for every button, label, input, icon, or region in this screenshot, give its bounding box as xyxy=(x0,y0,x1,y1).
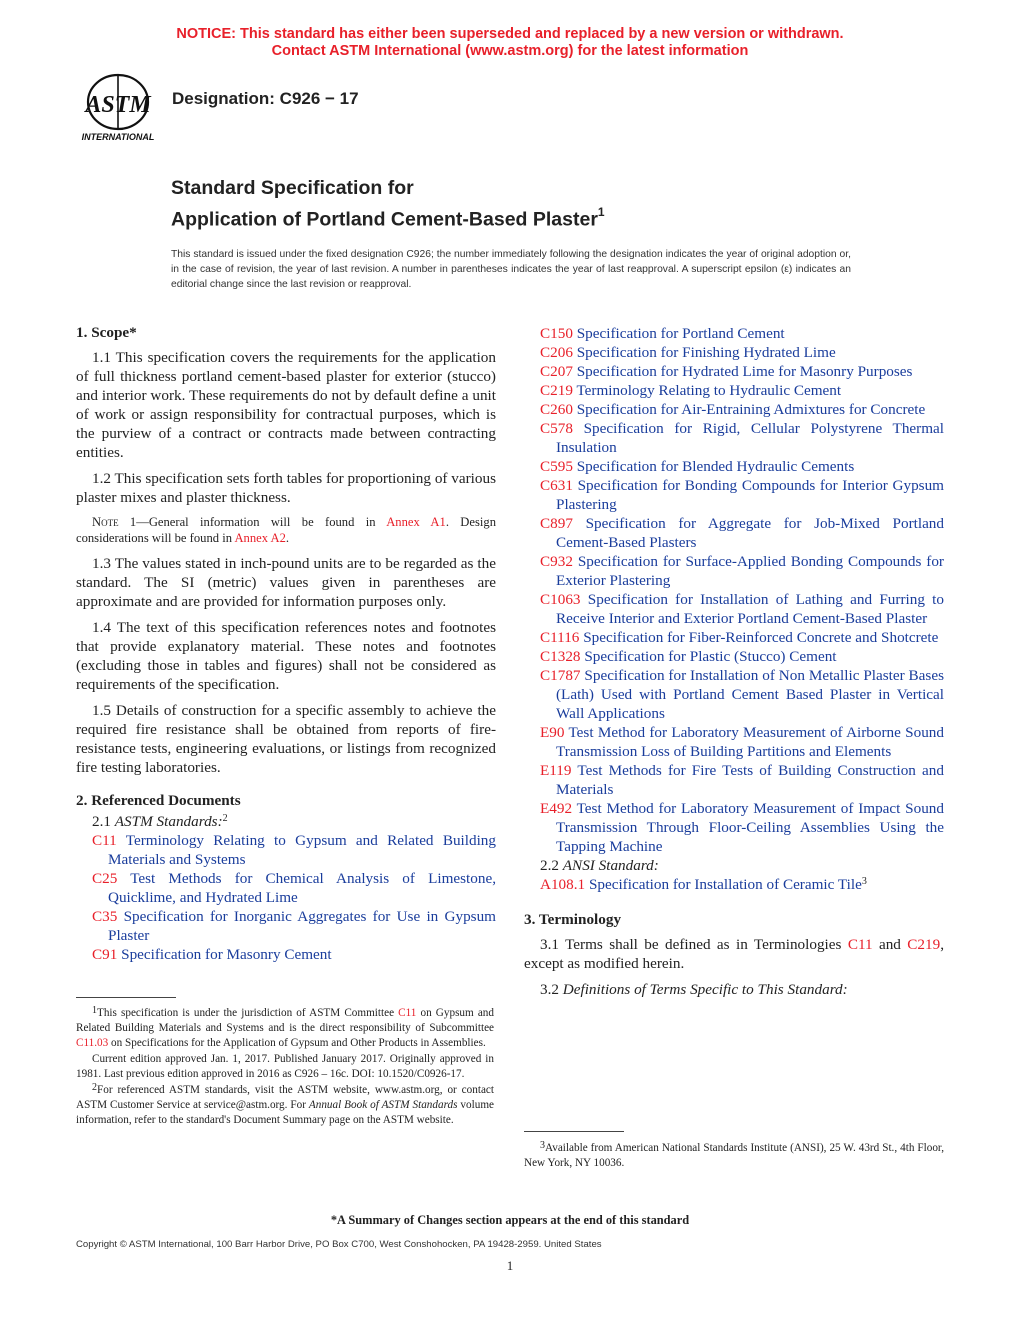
reference-c1328[interactable] xyxy=(524,647,944,666)
left-column xyxy=(76,323,496,964)
reference-title[interactable]: Specification for Fiber-Reinforced Concrete and Shotcrete xyxy=(583,629,939,646)
section-heading-terminology: 3. Terminology xyxy=(524,911,622,928)
footnotes-left xyxy=(76,1006,494,1129)
page-number: 1 xyxy=(506,1258,514,1273)
reference-title[interactable]: Specification for Blended Hydraulic Cements xyxy=(576,458,855,475)
right-column xyxy=(524,324,944,1006)
reference-e492[interactable] xyxy=(524,799,944,856)
reference-code[interactable]: E119 xyxy=(540,762,572,779)
paragraph-1-1: 1.1 This specification covers the requirements for the application of full thickness portland cement-based plaster for exterior (stucco) and interior work. These requirements do not by default define a unit of work or assign responsibility for contractual purposes, which is the purview of a contract or contracts made between contracting entities. xyxy=(76,349,496,461)
paragraph-1-5: 1.5 Details of construction for a specific assembly to achieve the required fire resistance shall be obtained from reports of fire-resistance tests, engineering evaluations, or listings from recognized fire testing laboratories. xyxy=(76,702,496,776)
reference-c897[interactable] xyxy=(524,514,944,552)
left-reference-list xyxy=(76,831,496,964)
reference-code[interactable]: E492 xyxy=(540,800,573,817)
reference-c35[interactable] xyxy=(76,907,496,945)
footnote-rule-left xyxy=(76,997,176,998)
right-reference-list xyxy=(524,324,944,856)
reference-c932[interactable] xyxy=(524,552,944,590)
reference-c1787[interactable] xyxy=(524,666,944,723)
summary-of-changes-note: *A Summary of Changes section appears at the end of this standard xyxy=(330,1213,690,1227)
reference-title[interactable]: Specification for Surface-Applied Bonding Compounds for Exterior Plastering xyxy=(556,553,944,589)
title-line-1: Standard Specification for xyxy=(171,177,414,199)
issuance-statement: This standard is issued under the fixed designation C926; the number immediately following the designation indicates the year of original adoption or, in the case of revision, the year of last revision. A number in parentheses indicates the year of last reapproval. A superscript epsilon (ε) indicates an editorial change since the last revision or reapproval. xyxy=(171,249,851,290)
title-line-2: Application of Portland Cement-Based Plaster$^1$ xyxy=(171,205,605,231)
reference-title[interactable]: Specification for Installation of Lathing and Furring to Receive Interior and Exterior Portland Cement-Based Plaster xyxy=(556,591,944,627)
section-heading-referenced: 2. Referenced Documents xyxy=(76,792,241,809)
reference-title[interactable]: Specification for Installation of Non Metallic Plaster Bases (Lath) Used with Portland Cement Based Plaster in Vertical Wall Applications xyxy=(556,667,944,722)
reference-code[interactable]: E90 xyxy=(540,724,565,741)
reference-c578[interactable] xyxy=(524,419,944,457)
reference-title[interactable]: Test Methods for Chemical Analysis of Limestone, Quicklime, and Hydrated Lime xyxy=(108,870,496,906)
paragraph-1-3: 1.3 The values stated in inch-pound units are to be regarded as the standard. The SI (metric) values given in parentheses are approximate and are provided for information purposes only. xyxy=(76,555,496,610)
title-footnote-ref[interactable]: 1 xyxy=(597,205,605,219)
reference-code[interactable]: C897 xyxy=(540,515,573,532)
reference-code[interactable]: C1063 xyxy=(540,591,581,608)
reference-c260[interactable] xyxy=(524,400,944,419)
reference-c206[interactable] xyxy=(524,343,944,362)
reference-title[interactable]: Terminology Relating to Gypsum and Related Building Materials and Systems xyxy=(108,832,496,868)
footnote-rule-right xyxy=(524,1131,624,1132)
annex-a2-link[interactable]: Annex A2 xyxy=(234,531,286,545)
reference-c595[interactable] xyxy=(524,457,944,476)
reference-code[interactable]: C932 xyxy=(540,553,573,570)
reference-code[interactable]: C631 xyxy=(540,477,573,494)
c11-link[interactable]: C11 xyxy=(847,936,873,953)
footnote-3: 3Available from American National Standards Institute (ANSI), 25 W. 43rd St., 4th Floor, New York, NY 10036. xyxy=(524,1140,944,1169)
reference-c207[interactable] xyxy=(524,362,944,381)
reference-c1063[interactable] xyxy=(524,590,944,628)
subcommittee-c11-03-link[interactable]: C11.03 xyxy=(76,1037,109,1049)
reference-e90[interactable] xyxy=(524,723,944,761)
reference-title[interactable]: Specification for Plastic (Stucco) Cement xyxy=(584,648,837,665)
document-title xyxy=(171,175,605,233)
reference-code[interactable]: C206 xyxy=(540,344,573,361)
astm-logo xyxy=(76,72,160,144)
astm-standards-label: 2.1 ASTM Standards:$^2$ xyxy=(92,813,228,830)
reference-title[interactable]: Test Method for Laboratory Measurement of Airborne Sound Transmission Loss of Building Partitions and Elements xyxy=(556,724,944,760)
reference-code[interactable]: C35 xyxy=(92,908,118,925)
reference-title[interactable]: Test Methods for Fire Tests of Building Construction and Materials xyxy=(556,762,944,798)
reference-title[interactable]: Specification for Inorganic Aggregates for Use in Gypsum Plaster xyxy=(108,908,496,944)
reference-code[interactable]: C25 xyxy=(92,870,118,887)
reference-e119[interactable] xyxy=(524,761,944,799)
logo-mark: ASTM xyxy=(85,92,151,118)
reference-code[interactable]: C11 xyxy=(92,832,117,849)
footnote-1-edition: Current edition approved Jan. 1, 2017. Published January 2017. Originally approved in 1981. Last previous edition approved in 2016 as C926 – 16c. DOI: 10.1520/C0926-17. xyxy=(76,1053,494,1080)
reference-title[interactable]: Specification for Bonding Compounds for Interior Gypsum Plastering xyxy=(556,477,945,513)
reference-code[interactable]: C150 xyxy=(540,325,573,342)
committee-c11-link[interactable]: C11 xyxy=(398,1007,417,1019)
reference-code[interactable]: C207 xyxy=(540,363,573,380)
ansi-standard-label: 2.2 ANSI Standard: xyxy=(540,857,659,874)
reference-code[interactable]: C260 xyxy=(540,401,573,418)
reference-title[interactable]: Specification for Air-Entraining Admixtures for Concrete xyxy=(576,401,926,418)
footnote-2: 2For referenced ASTM standards, visit the ASTM website, www.astm.org, or contact ASTM Customer Service at service@astm.org. For Annual Book of ASTM Standards volume information, refer to the standard's Document Summary page on the ASTM website. xyxy=(76,1082,494,1126)
reference-code[interactable]: C91 xyxy=(92,946,118,963)
supersede-notice xyxy=(0,26,1020,60)
reference-c631[interactable] xyxy=(524,476,944,514)
reference-title[interactable]: Test Method for Laboratory Measurement of Impact Sound Transmission Through Floor-Ceiling Assemblies Using the Tapping Machine xyxy=(556,800,944,855)
reference-title[interactable]: Specification for Portland Cement xyxy=(576,325,785,342)
copyright-line: Copyright © ASTM International, 100 Barr Harbor Drive, PO Box C700, West Conshohocken, PA 19428-2959. United States xyxy=(76,1239,602,1250)
reference-c25[interactable] xyxy=(76,869,496,907)
paragraph-1-4: 1.4 The text of this specification references notes and footnotes that provide explanatory material. These notes and footnotes (excluding those in tables and figures) shall not be considered as requirements of the specification. xyxy=(76,619,496,693)
reference-title[interactable]: Terminology Relating to Hydraulic Cement xyxy=(576,382,842,399)
reference-title[interactable]: Specification for Rigid, Cellular Polystyrene Thermal Insulation xyxy=(556,420,944,456)
designation: Designation: C926 − 17 xyxy=(172,89,359,108)
reference-c91[interactable] xyxy=(76,945,496,964)
reference-code[interactable]: C595 xyxy=(540,458,573,475)
annex-a1-link[interactable]: Annex A1 xyxy=(386,515,446,529)
note-1: Note 1—General information will be found in Annex A1. Design considerations will be found in Annex A2. xyxy=(76,515,496,545)
paragraph-3-1: 3.1 Terms shall be defined as in Terminologies C11 and C219, except as modified herein. xyxy=(524,936,944,972)
reference-code[interactable]: C1116 xyxy=(540,629,580,646)
footnotes-right xyxy=(524,1141,944,1172)
c219-link[interactable]: C219 xyxy=(907,936,941,953)
reference-code[interactable]: C578 xyxy=(540,420,573,437)
reference-ansi-a108-1[interactable]: A108.1 Specification for Installation of Ceramic Tile$^3$ xyxy=(540,876,867,893)
reference-c11[interactable] xyxy=(76,831,496,869)
reference-title[interactable]: Specification for Finishing Hydrated Lime xyxy=(576,344,836,361)
section-heading-scope: 1. Scope* xyxy=(76,324,137,341)
logo-org: INTERNATIONAL xyxy=(81,132,155,142)
reference-title[interactable]: Specification for Hydrated Lime for Masonry Purposes xyxy=(576,363,913,380)
reference-title[interactable]: Specification for Aggregate for Job-Mixed Portland Cement-Based Plasters xyxy=(556,515,944,551)
reference-c1116[interactable] xyxy=(524,628,944,647)
paragraph-3-2: 3.2 Definitions of Terms Specific to This Standard: xyxy=(540,981,848,998)
reference-code[interactable]: C1787 xyxy=(540,667,581,684)
footnote-1: 1This specification is under the jurisdiction of ASTM Committee C11 on Gypsum and Related Building Materials and Systems and is the direct responsibility of Subcommittee C11.03 on Specifications for the Application of Gypsum and Other Products in Assemblies. xyxy=(76,1005,494,1049)
reference-title[interactable]: Specification for Masonry Cement xyxy=(121,946,332,963)
reference-c219[interactable] xyxy=(524,381,944,400)
notice-line-1: NOTICE: This standard has either been superseded and replaced by a new version or withdrawn. xyxy=(176,26,844,42)
reference-c150[interactable] xyxy=(524,324,944,343)
reference-code[interactable]: C1328 xyxy=(540,648,581,665)
paragraph-1-2: 1.2 This specification sets forth tables for proportioning of various plaster mixes and plaster thickness. xyxy=(76,470,496,506)
reference-code[interactable]: C219 xyxy=(540,382,573,399)
notice-line-2: Contact ASTM International (www.astm.org) for the latest information xyxy=(271,43,749,59)
